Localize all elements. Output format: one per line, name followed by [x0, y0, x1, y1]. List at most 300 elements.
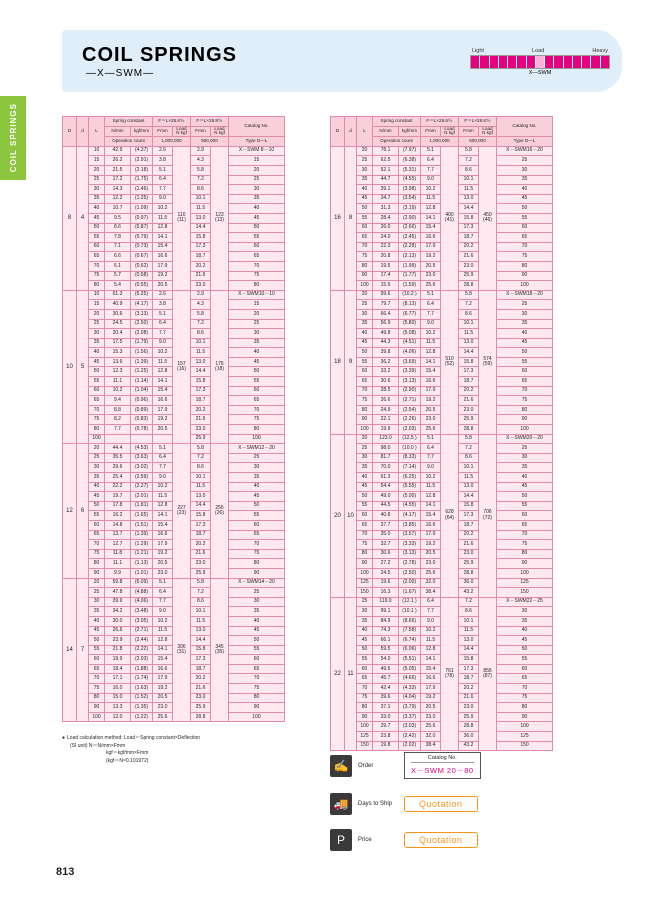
- cell-nmm: 22.1: [373, 415, 399, 425]
- cell-fmm-2: 20.2: [459, 242, 479, 252]
- cell-fmm-2: 17.3: [459, 511, 479, 521]
- order-area: [330, 752, 610, 865]
- cell-count: 25: [497, 300, 553, 310]
- cell-L: 70: [89, 261, 105, 271]
- cell-L: 20: [357, 146, 373, 156]
- load-scale-caption: X—SWM: [528, 70, 552, 76]
- cell-fmm-1: 9.0: [421, 175, 441, 185]
- cell-nmm: 66.4: [373, 309, 399, 319]
- cell-nmm: 70.0: [373, 463, 399, 473]
- cell-fmm-1: 25.6: [421, 425, 441, 435]
- cell-L: 30: [89, 329, 105, 339]
- cell-kgfmm: (1.39): [131, 357, 153, 367]
- cell-nmm: 61.3: [373, 473, 399, 483]
- cell-L: 100: [357, 722, 373, 732]
- cell-L: 40: [89, 348, 105, 358]
- cell-L: 70: [357, 530, 373, 540]
- cell-fmm-1: 9.0: [153, 338, 173, 348]
- load-scale-labels: [470, 48, 610, 55]
- cell-nmm: 78.1: [373, 146, 399, 156]
- cell-nmm: 19.8: [373, 741, 399, 751]
- cell-count: 30: [497, 453, 553, 463]
- cell-nmm: 40.8: [373, 511, 399, 521]
- cell-L: 55: [89, 233, 105, 243]
- catalog-no-box[interactable]: [404, 752, 481, 779]
- cell-nmm: 35.5: [105, 453, 131, 463]
- parking-p-icon: P: [330, 829, 352, 851]
- cell-fmm-2: 8.6: [191, 329, 211, 339]
- cell-kgfmm: (4.55): [399, 501, 421, 511]
- cell-nmm: 24.9: [373, 405, 399, 415]
- cell-count: 70: [497, 530, 553, 540]
- cell-nmm: 39.1: [373, 185, 399, 195]
- cell-nmm: 24.5: [105, 319, 131, 329]
- cell-nmm: 59.8: [105, 578, 131, 588]
- load-calculation-footnote: [62, 735, 312, 765]
- cell-kgfmm: (3.69): [399, 357, 421, 367]
- cell-kgfmm: (7.14): [399, 463, 421, 473]
- cell-fmm-1: 38.4: [421, 741, 441, 751]
- cell-fmm-2: 13.0: [191, 626, 211, 636]
- cell-count: 125: [497, 578, 553, 588]
- cell-L: 50: [89, 367, 105, 377]
- cell-nmm: 14.8: [105, 520, 131, 530]
- cell-nmm: 18.4: [105, 664, 131, 674]
- cell-nmm: 24.0: [373, 233, 399, 243]
- cell-kgfmm: (5.00): [399, 492, 421, 502]
- cell-load-1: 306 (31): [173, 578, 191, 722]
- cell-D: 8: [63, 146, 77, 290]
- cell-kgfmm: (0.67): [131, 252, 153, 262]
- cell-fmm-2: 10.1: [459, 319, 479, 329]
- cell-L: 80: [89, 281, 105, 291]
- cell-nmm: 15.0: [105, 693, 131, 703]
- cell-L: 20: [89, 166, 105, 176]
- cell-nmm: 31.3: [373, 204, 399, 214]
- cell-fmm-1: 14.1: [421, 357, 441, 367]
- cell-load-2: 706 (72): [479, 434, 497, 597]
- cell-kgfmm: (3.05): [131, 616, 153, 626]
- cell-catalog-no[interactable]: X－SWM 8－10: [229, 146, 285, 156]
- cell-catalog-no[interactable]: X－SWM20－20: [497, 434, 553, 444]
- cell-kgfmm: (5.08): [399, 329, 421, 339]
- cell-fmm-2: 14.4: [459, 645, 479, 655]
- cell-kgfmm: (12.1 ): [399, 597, 421, 607]
- cell-L: 20: [89, 309, 105, 319]
- cell-L: 55: [89, 377, 105, 387]
- footnote-line-2: (SI unit) N＝N/mm×Fmm: [70, 742, 126, 749]
- cell-kgfmm: (1.14): [131, 377, 153, 387]
- cell-L: 45: [357, 194, 373, 204]
- cell-L: 50: [89, 501, 105, 511]
- cell-count: 65: [229, 530, 285, 540]
- cell-count: 30: [229, 463, 285, 473]
- cell-load-1: 227 (23): [173, 444, 191, 578]
- cell-kgfmm: (10.1 ): [399, 607, 421, 617]
- cell-count: 45: [497, 194, 553, 204]
- cell-count: 80: [229, 425, 285, 435]
- cell-L: 125: [357, 732, 373, 742]
- cell-fmm-1: 15.4: [421, 511, 441, 521]
- cell-kgfmm: (2.90): [399, 386, 421, 396]
- cell-fmm-2: 21.6: [459, 252, 479, 262]
- cell-L: 35: [89, 473, 105, 483]
- cell-fmm-2: 25.9: [191, 703, 211, 713]
- cell-fmm-2: 14.4: [459, 204, 479, 214]
- cell-fmm-1: 14.1: [153, 645, 173, 655]
- cell-nmm: 6.1: [105, 261, 131, 271]
- cell-count: 35: [229, 607, 285, 617]
- cell-count: 60: [229, 242, 285, 252]
- cell-fmm-1: [153, 434, 173, 444]
- cell-L: 45: [89, 213, 105, 223]
- cell-count: 40: [497, 185, 553, 195]
- price-quotation[interactable]: Quotation: [404, 832, 478, 848]
- cell-nmm: 49.0: [373, 492, 399, 502]
- cell-fmm-1: 20.5: [153, 559, 173, 569]
- cell-nmm: 28.4: [373, 213, 399, 223]
- cell-fmm-2: 21.6: [459, 540, 479, 550]
- cell-fmm-2: 25.9: [459, 712, 479, 722]
- cell-L: 65: [89, 396, 105, 406]
- cell-nmm: 45.7: [373, 674, 399, 684]
- cell-count: 100: [497, 281, 553, 291]
- cell-fmm-2: 11.5: [459, 185, 479, 195]
- cell-count: 90: [229, 703, 285, 713]
- cell-kgfmm: (3.02): [131, 463, 153, 473]
- cell-kgfmm: (1.39): [131, 530, 153, 540]
- cell-fmm-1: 20.5: [421, 261, 441, 271]
- days-to-ship-quotation[interactable]: Quotation: [404, 796, 478, 812]
- cell-fmm-1: 10.2: [421, 185, 441, 195]
- cell-L: 75: [357, 540, 373, 550]
- cell-count: 70: [229, 674, 285, 684]
- cell-count: 60: [497, 664, 553, 674]
- cell-fmm-2: 36.0: [459, 732, 479, 742]
- cell-fmm-2: 17.3: [459, 367, 479, 377]
- cell-nmm: 15.6: [373, 281, 399, 291]
- cell-fmm-1: 19.2: [153, 271, 173, 281]
- cell-catalog-no[interactable]: X－SWM18－20: [497, 290, 553, 300]
- cell-nmm: 17.5: [105, 338, 131, 348]
- cell-fmm-2: 4.3: [191, 156, 211, 166]
- cell-fmm-2: 28.8: [191, 712, 211, 722]
- cell-fmm-2: 10.1: [191, 473, 211, 483]
- cell-fmm-1: 9.0: [421, 319, 441, 329]
- cell-fmm-1: 12.8: [421, 204, 441, 214]
- cell-count: 40: [497, 626, 553, 636]
- cell-nmm: 62.5: [373, 156, 399, 166]
- cell-kgfmm: (5.80): [399, 319, 421, 329]
- header-f1: F＝L×25.6％: [153, 117, 191, 127]
- cell-count: 75: [229, 684, 285, 694]
- cell-fmm-1: 17.9: [153, 261, 173, 271]
- cell-kgfmm: (8.66): [399, 616, 421, 626]
- cell-fmm-1: 5.1: [153, 578, 173, 588]
- cell-d: 7: [77, 578, 89, 722]
- cell-count: 45: [497, 338, 553, 348]
- cell-L: 55: [357, 501, 373, 511]
- cell-fmm-1: 6.4: [421, 156, 441, 166]
- cell-nmm: [105, 434, 131, 444]
- header-f2: F＝L×28.8％: [191, 117, 229, 127]
- cell-kgfmm: (3.85): [399, 520, 421, 530]
- cell-fmm-1: 23.0: [421, 415, 441, 425]
- cell-kgfmm: (10.0 ): [399, 444, 421, 454]
- cell-fmm-2: 23.0: [191, 425, 211, 435]
- cell-load-1: 400 (41): [441, 146, 459, 290]
- cell-fmm-2: 28.8: [459, 722, 479, 732]
- cell-fmm-1: 12.8: [421, 645, 441, 655]
- cell-nmm: 6.6: [105, 252, 131, 262]
- cell-catalog-no[interactable]: X－SWM22－25: [497, 597, 553, 607]
- cell-nmm: 5.4: [105, 281, 131, 291]
- cell-fmm-1: 7.7: [153, 597, 173, 607]
- cell-nmm: 37.7: [373, 520, 399, 530]
- cell-L: 25: [89, 588, 105, 598]
- cell-fmm-1: 10.2: [421, 626, 441, 636]
- cell-nmm: 30.6: [373, 377, 399, 387]
- cell-fmm-2: 14.4: [191, 223, 211, 233]
- cell-count: 60: [497, 511, 553, 521]
- cell-kgfmm: (0.73): [131, 242, 153, 252]
- cell-kgfmm: (2.91): [131, 156, 153, 166]
- cell-kgfmm: (3.63): [131, 453, 153, 463]
- load-scale-heavy: Heavy: [592, 48, 608, 54]
- cell-nmm: 22.2: [105, 482, 131, 492]
- cell-L: 40: [89, 204, 105, 214]
- cell-count: 90: [497, 559, 553, 569]
- spring-table-left: [62, 116, 285, 722]
- cell-nmm: 9.5: [105, 213, 131, 223]
- cell-L: 100: [357, 568, 373, 578]
- cell-L: 75: [89, 549, 105, 559]
- cell-fmm-2: 7.2: [191, 175, 211, 185]
- cell-count: 30: [229, 185, 285, 195]
- cell-fmm-2: 25.9: [191, 434, 211, 444]
- cell-count: 30: [497, 166, 553, 176]
- cell-kgfmm: (1.09): [131, 204, 153, 214]
- cell-fmm-1: 14.1: [421, 213, 441, 223]
- cell-fmm-2: 14.4: [191, 636, 211, 646]
- cell-fmm-2: 23.0: [459, 405, 479, 415]
- cell-catalog-no[interactable]: X－SWM14－20: [229, 578, 285, 588]
- cell-count: 45: [497, 636, 553, 646]
- cell-load-2: 345 (35): [211, 578, 229, 722]
- cell-L: 40: [357, 626, 373, 636]
- cell-nmm: 21.8: [105, 645, 131, 655]
- cell-nmm: 36.2: [373, 357, 399, 367]
- cell-fmm-1: 23.0: [421, 271, 441, 281]
- cell-count: 50: [229, 636, 285, 646]
- cell-kgfmm: (1.56): [131, 348, 153, 358]
- cell-kgfmm: (2.66): [399, 223, 421, 233]
- cell-count: 25: [497, 156, 553, 166]
- cell-kgfmm: (2.45): [399, 233, 421, 243]
- cell-kgfmm: (4.04): [399, 693, 421, 703]
- cell-count: 50: [497, 204, 553, 214]
- cell-kgfmm: (3.19): [399, 204, 421, 214]
- cell-count: 150: [497, 588, 553, 598]
- cell-L: 20: [89, 578, 105, 588]
- cell-L: 30: [357, 607, 373, 617]
- cell-count: 80: [497, 405, 553, 415]
- cell-count: 100: [497, 425, 553, 435]
- cell-count: 45: [229, 213, 285, 223]
- cell-L: 25: [357, 597, 373, 607]
- cell-fmm-1: 19.2: [421, 540, 441, 550]
- cell-fmm-2: 11.5: [191, 616, 211, 626]
- cell-kgfmm: (1.04): [131, 386, 153, 396]
- cell-L: 45: [357, 636, 373, 646]
- cell-nmm: 99.1: [373, 607, 399, 617]
- cell-kgfmm: (2.28): [399, 242, 421, 252]
- table-row: [331, 434, 553, 444]
- cell-fmm-1: 6.4: [153, 175, 173, 185]
- cell-fmm-1: 5.1: [153, 309, 173, 319]
- cell-fmm-1: 6.4: [421, 444, 441, 454]
- cell-kgfmm: (0.62): [131, 261, 153, 271]
- cell-L: 80: [357, 261, 373, 271]
- cell-count: 80: [497, 549, 553, 559]
- cell-load-1: 157 (16): [173, 290, 191, 444]
- cell-nmm: 44.4: [105, 444, 131, 454]
- cell-kgfmm: (2.50): [131, 319, 153, 329]
- cell-L: 75: [357, 252, 373, 262]
- cell-count: 60: [497, 367, 553, 377]
- header-count-1m: 1,000,000: [153, 137, 191, 147]
- cell-fmm-2: 7.2: [459, 300, 479, 310]
- header-catalog-no: Catalog No.: [497, 117, 553, 137]
- cell-kgfmm: (8.33): [399, 453, 421, 463]
- cell-count: 60: [229, 520, 285, 530]
- cell-fmm-2: 5.8: [191, 444, 211, 454]
- spring-table-right-grid: [330, 116, 553, 751]
- cell-nmm: 10.7: [105, 204, 131, 214]
- cell-L: 50: [89, 636, 105, 646]
- load-scale-segment: [554, 56, 563, 68]
- cell-fmm-2: 5.8: [459, 146, 479, 156]
- cell-L: 20: [357, 434, 373, 444]
- cell-count: 55: [229, 233, 285, 243]
- cell-nmm: 23.9: [105, 636, 131, 646]
- cell-kgfmm: (1.88): [131, 664, 153, 674]
- cell-fmm-1: 23.0: [421, 712, 441, 722]
- cell-L: 25: [357, 444, 373, 454]
- cell-fmm-1: 9.0: [153, 194, 173, 204]
- cell-count: 55: [497, 501, 553, 511]
- cell-nmm: 74.3: [373, 626, 399, 636]
- cell-L: 50: [89, 223, 105, 233]
- cell-count: 100: [497, 722, 553, 732]
- cell-L: 45: [89, 626, 105, 636]
- cell-kgfmm: (2.18): [131, 166, 153, 176]
- cell-kgfmm: (4.88): [131, 588, 153, 598]
- cell-L: 30: [89, 463, 105, 473]
- cell-L: 35: [357, 319, 373, 329]
- cell-count: 50: [229, 501, 285, 511]
- cell-D: 22: [331, 597, 345, 751]
- cell-catalog-no[interactable]: X－SWM16－20: [497, 146, 553, 156]
- cell-nmm: 7.7: [105, 425, 131, 435]
- cell-L: 10: [89, 290, 105, 300]
- cell-nmm: 42.9: [105, 146, 131, 156]
- cell-d: 9: [345, 290, 357, 434]
- cell-fmm-1: 10.2: [153, 204, 173, 214]
- cell-L: 65: [89, 530, 105, 540]
- cell-kgfmm: (2.13): [399, 252, 421, 262]
- cell-count: 35: [229, 338, 285, 348]
- cell-L: 150: [357, 741, 373, 751]
- cell-kgfmm: (2.50): [399, 568, 421, 578]
- cell-L: 150: [357, 588, 373, 598]
- load-scale-bar: [470, 55, 610, 69]
- load-scale-segment: [508, 56, 517, 68]
- cell-kgfmm: (2.22): [131, 645, 153, 655]
- cell-count: 25: [229, 175, 285, 185]
- cell-nmm: 7.1: [105, 242, 131, 252]
- cell-count: 50: [229, 367, 285, 377]
- cell-nmm: 24.5: [373, 568, 399, 578]
- cell-nmm: 54.0: [373, 655, 399, 665]
- cell-kgfmm: (0.87): [131, 223, 153, 233]
- cell-fmm-1: 15.4: [153, 655, 173, 665]
- cell-kgfmm: (10.2 ): [399, 290, 421, 300]
- cell-kgfmm: (2.03): [399, 425, 421, 435]
- cell-nmm: 22.3: [373, 242, 399, 252]
- cell-kgfmm: (7.97): [399, 146, 421, 156]
- cell-fmm-1: 7.7: [421, 607, 441, 617]
- cell-fmm-2: 15.8: [459, 501, 479, 511]
- cell-nmm: 19.5: [373, 261, 399, 271]
- cell-kgfmm: (2.90): [399, 213, 421, 223]
- cell-count: 75: [229, 415, 285, 425]
- cell-count: 20: [229, 166, 285, 176]
- cell-kgfmm: [131, 434, 153, 444]
- cell-L: 90: [89, 703, 105, 713]
- cell-fmm-1: 16.6: [153, 530, 173, 540]
- cell-fmm-1: 10.2: [153, 616, 173, 626]
- load-scale-segment: [471, 56, 480, 68]
- header-L: L: [357, 117, 373, 147]
- cell-catalog-no[interactable]: X－SWM12－20: [229, 444, 285, 454]
- cell-nmm: 44.7: [373, 175, 399, 185]
- cell-L: 30: [89, 185, 105, 195]
- cell-fmm-1: 12.8: [153, 501, 173, 511]
- cell-fmm-1: 5.1: [421, 290, 441, 300]
- cell-L: 35: [89, 607, 105, 617]
- cell-fmm-2: 21.6: [191, 684, 211, 694]
- cell-fmm-1: 25.6: [421, 568, 441, 578]
- header-fmm-1: Fmm: [421, 126, 441, 137]
- cell-fmm-1: 16.6: [421, 233, 441, 243]
- cell-L: 40: [89, 482, 105, 492]
- cell-count: 50: [497, 492, 553, 502]
- cell-fmm-2: 2.9: [191, 146, 211, 156]
- cell-catalog-no[interactable]: X－SWM10－10: [229, 290, 285, 300]
- cell-count: 75: [497, 693, 553, 703]
- cell-count: 90: [497, 712, 553, 722]
- load-scale-segment: [545, 56, 554, 68]
- cell-fmm-2: 14.4: [191, 501, 211, 511]
- cell-count: 75: [497, 540, 553, 550]
- cell-kgfmm: (6.25): [131, 290, 153, 300]
- cell-fmm-1: 11.5: [153, 626, 173, 636]
- cell-D: 14: [63, 578, 77, 722]
- cell-L: 70: [89, 540, 105, 550]
- cell-fmm-2: 10.1: [459, 463, 479, 473]
- cell-fmm-2: 18.7: [191, 530, 211, 540]
